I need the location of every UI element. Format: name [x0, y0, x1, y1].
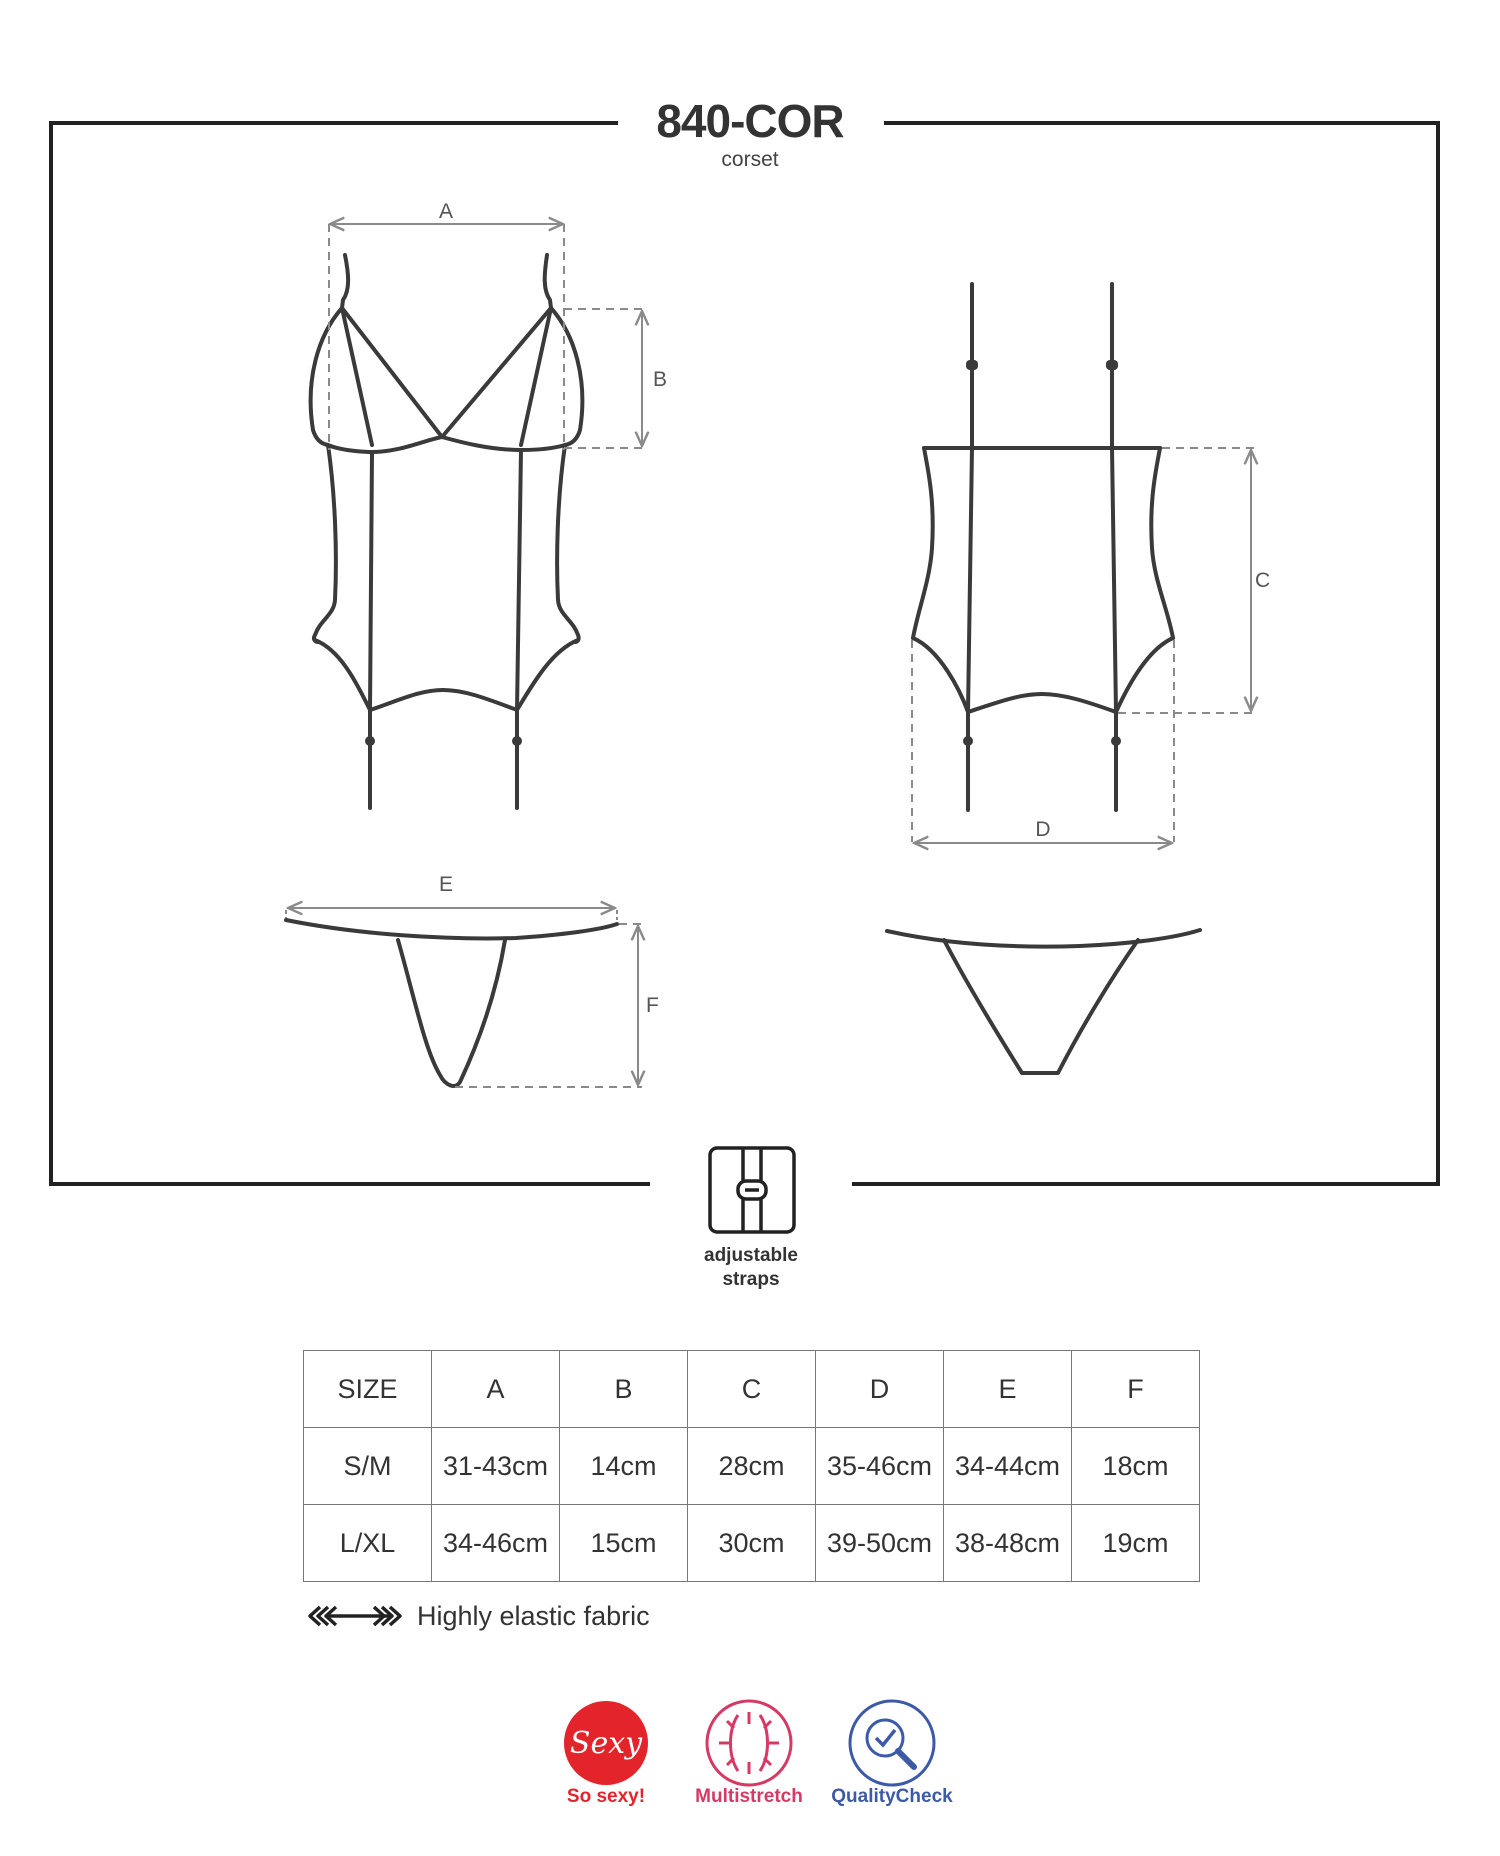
table-header-row [304, 1351, 1200, 1428]
value-cell: 14cm [560, 1428, 688, 1505]
value-cell: 35-46cm [816, 1428, 944, 1505]
header-b: B [560, 1351, 688, 1428]
badge-multistretch [669, 1690, 829, 1808]
thong-front [286, 920, 617, 1086]
value-cell: 31-43cm [432, 1428, 560, 1505]
size-cell: S/M [304, 1428, 432, 1505]
header-e: E [944, 1351, 1072, 1428]
label-a: A [438, 200, 454, 223]
value-cell: 18cm [1072, 1428, 1200, 1505]
label-c: C [1255, 569, 1271, 592]
dimension-b [564, 309, 645, 448]
dimension-e [286, 908, 617, 920]
header-f: F [1072, 1351, 1200, 1428]
front-left-clip [365, 736, 375, 746]
size-table [303, 1350, 1200, 1582]
feature-line-2: straps [722, 1269, 780, 1290]
feature-line-1: adjustable [704, 1245, 798, 1266]
value-cell: 34-44cm [944, 1428, 1072, 1505]
corset-front [311, 255, 583, 808]
back-right-clip [1111, 736, 1121, 746]
value-cell: 38-48cm [944, 1505, 1072, 1582]
back-left-clip [963, 736, 973, 746]
value-cell: 34-46cm [432, 1505, 560, 1582]
label-f: F [646, 994, 659, 1017]
badge-icon-space [526, 1690, 686, 1780]
product-code: 840-COR [656, 95, 844, 147]
adjustable-straps-label [650, 1244, 852, 1292]
badge-sexy [526, 1690, 686, 1808]
table-row [304, 1428, 1200, 1505]
value-cell: 39-50cm [816, 1505, 944, 1582]
label-e: E [438, 873, 454, 896]
badge-label-sexy: So sexy! [566, 1786, 646, 1807]
dimension-d [912, 640, 1174, 843]
sexy-icon-text: Sexy [569, 1726, 643, 1761]
label-d: D [1035, 818, 1051, 841]
dimension-f [455, 924, 642, 1087]
header-size: SIZE [304, 1351, 432, 1428]
fabric-note [303, 1596, 650, 1636]
size-cell: L/XL [304, 1505, 432, 1582]
header-c: C [688, 1351, 816, 1428]
badge-icon-space [812, 1690, 972, 1780]
product-type: corset [721, 148, 779, 171]
value-cell: 19cm [1072, 1505, 1200, 1582]
header-a: A [432, 1351, 560, 1428]
value-cell: 28cm [688, 1428, 816, 1505]
back-right-slider [1106, 360, 1118, 370]
badge-label-multistretch: Multistretch [695, 1786, 803, 1807]
badge-label-quality-check: QualityCheck [831, 1786, 953, 1807]
thong-back [887, 930, 1200, 1073]
label-b: B [653, 368, 668, 391]
table-row [304, 1505, 1200, 1582]
fabric-note-text: Highly elastic fabric [417, 1600, 650, 1631]
corset-back [913, 284, 1173, 810]
value-cell: 15cm [560, 1505, 688, 1582]
back-left-slider [966, 360, 978, 370]
value-cell: 30cm [688, 1505, 816, 1582]
adjustable-straps-icon [710, 1148, 794, 1232]
front-right-clip [512, 736, 522, 746]
header-d: D [816, 1351, 944, 1428]
badge-icon-space [669, 1690, 829, 1780]
badge-quality-check [812, 1690, 972, 1808]
